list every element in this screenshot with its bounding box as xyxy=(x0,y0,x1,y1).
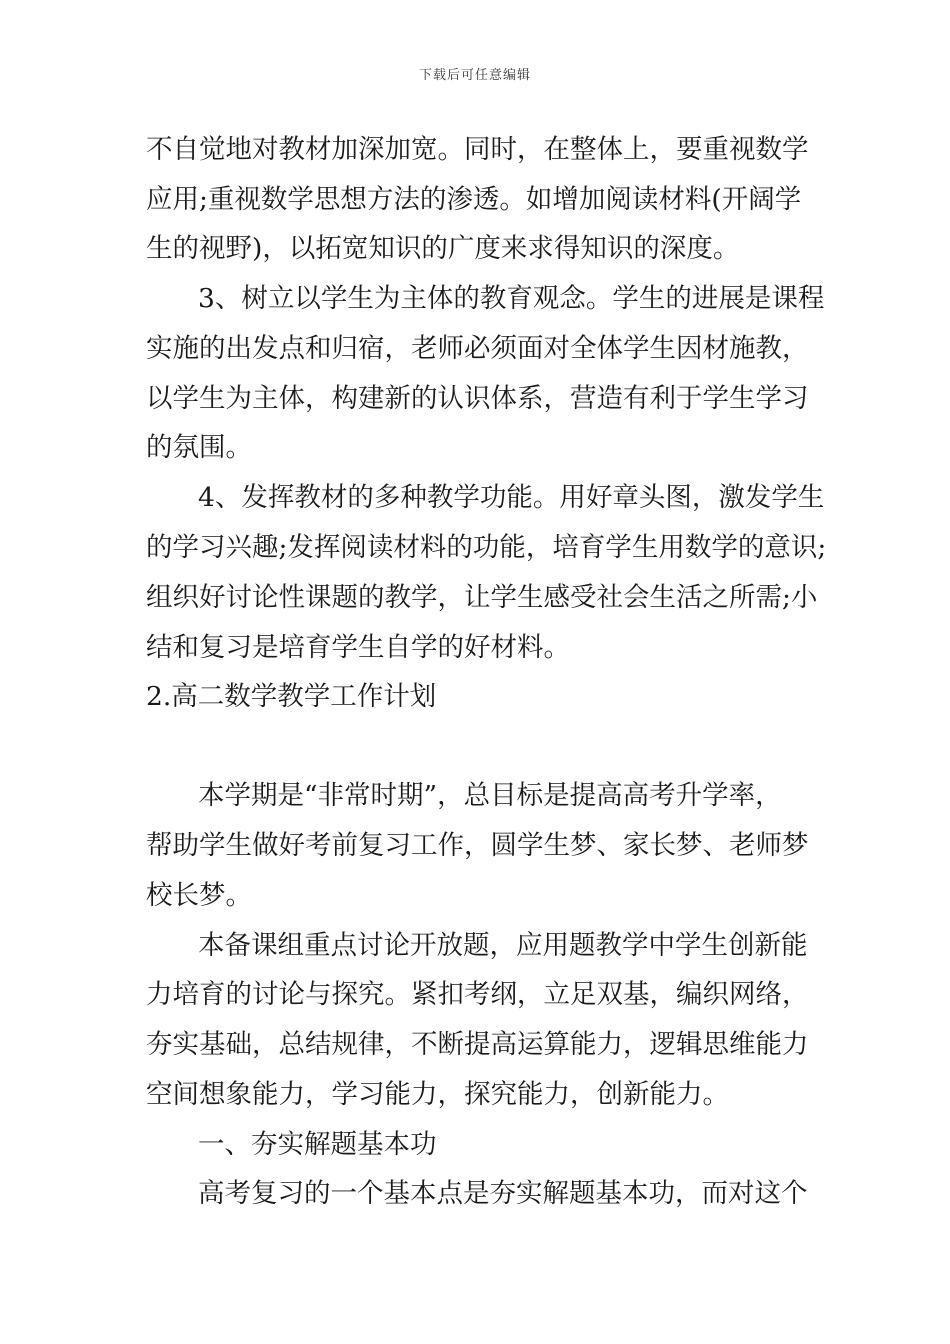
paragraph-line: 3、树立以学生为主体的教育观念。学生的进展是课程 xyxy=(198,283,825,314)
paragraph-line: 以学生为主体，构建新的认识体系，营造有利于学生学习 xyxy=(146,383,809,414)
paragraph-line: 结和复习是培育学生自学的好材料。 xyxy=(146,632,570,663)
paragraph-line: 4、发挥教材的多种教学功能。用好章头图，激发学生 xyxy=(198,482,825,513)
subsection-heading: 一、夯实解题基本功 xyxy=(198,1129,437,1160)
paragraph-line: 实施的出发点和归宿，老师必须面对全体学生因材施教， xyxy=(146,333,809,364)
paragraph-line: 的氛围。 xyxy=(146,432,252,463)
paragraph-line: 帮助学生做好考前复习工作，圆学生梦、家长梦、老师梦 xyxy=(146,830,809,861)
section-heading: 2.高二数学教学工作计划 xyxy=(146,681,437,712)
paragraph-line: 本学期是“非常时期”，总目标是提高高考升学率， xyxy=(198,780,782,811)
paragraph-line: 力培育的讨论与探究。紧扣考纲，立足双基，编织网络， xyxy=(146,979,809,1010)
paragraph-line: 组织好讨论性课题的教学，让学生感受社会生活之所需;小 xyxy=(146,582,818,613)
paragraph-line: 应用;重视数学思想方法的渗透。如增加阅读材料(开阔学 xyxy=(146,184,802,215)
paragraph-line: 高考复习的一个基本点是夯实解题基本功，而对这个 xyxy=(198,1178,808,1209)
paragraph-line: 空间想象能力，学习能力，探究能力，创新能力。 xyxy=(146,1079,729,1110)
paragraph-line: 夯实基础，总结规律，不断提高运算能力，逻辑思维能力 xyxy=(146,1029,809,1060)
header-note: 下载后可任意编辑 xyxy=(418,68,531,83)
paragraph-line: 不自觉地对教材加深加宽。同时，在整体上，要重视数学 xyxy=(146,134,809,165)
paragraph-line: 校长梦。 xyxy=(146,880,252,911)
paragraph-line: 本备课组重点讨论开放题，应用题教学中学生创新能 xyxy=(198,930,808,961)
paragraph-line: 生的视野)，以拓宽知识的广度来求得知识的深度。 xyxy=(146,233,740,264)
paragraph-line: 的学习兴趣;发挥阅读材料的功能，培育学生用数学的意识; xyxy=(146,532,827,563)
